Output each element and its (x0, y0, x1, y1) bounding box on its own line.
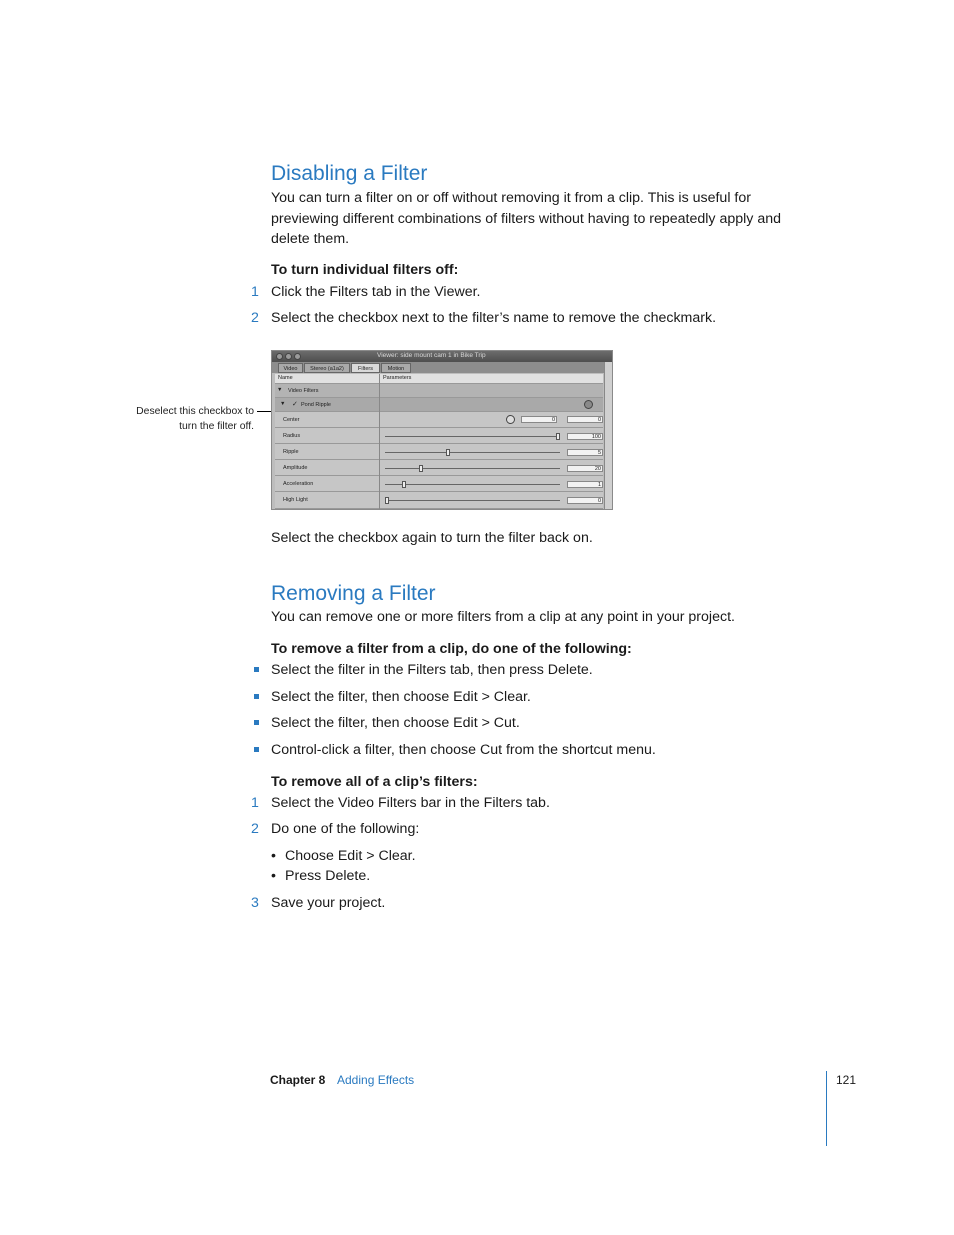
close-window-button[interactable] (276, 353, 283, 360)
bullet-text: Select the filter, then choose Edit > Cut. (271, 715, 520, 731)
radius-value-field[interactable]: 100 (567, 433, 603, 440)
param-label: Amplitude (283, 465, 308, 471)
amplitude-value-field[interactable]: 20 (567, 465, 603, 472)
disclosure-triangle-icon[interactable]: ▼ (280, 401, 286, 407)
intro-paragraph (271, 188, 811, 250)
section-heading-disabling: Disabling a Filter (271, 162, 428, 185)
acceleration-slider-thumb[interactable] (402, 481, 406, 488)
bullet-square-icon (254, 747, 259, 752)
footer-divider (826, 1071, 827, 1146)
tab-stereo[interactable]: Stereo (a1a2) (304, 363, 350, 373)
filter-name: Pond Ripple (301, 402, 331, 408)
highlight-slider-track[interactable] (385, 500, 560, 501)
center-x-field[interactable]: 0 (521, 416, 557, 423)
ripple-slider-thumb[interactable] (446, 449, 450, 456)
param-label: Acceleration (283, 481, 314, 487)
footer-chapter-title[interactable]: Adding Effects (337, 1073, 415, 1087)
bullet-square-icon (254, 694, 259, 699)
disclosure-triangle-icon[interactable]: ▼ (277, 387, 283, 393)
radius-slider-thumb[interactable] (556, 433, 560, 440)
step-text: Select the checkbox next to the filter’s name to remove the checkmark. (271, 310, 717, 326)
reset-icon[interactable] (584, 400, 593, 409)
callout-line-2: turn the filter off. (179, 421, 254, 432)
center-y-field[interactable]: 0 (567, 416, 603, 423)
step-number: 2 (251, 821, 259, 837)
param-row-center (275, 412, 603, 428)
removing-intro: You can remove one or more filters from a clip at any point in your project. (271, 609, 735, 625)
param-row-highlight (275, 492, 603, 509)
parameter-column-header (275, 374, 603, 384)
bullet-square-icon (254, 720, 259, 725)
step-number: 1 (251, 284, 259, 300)
param-row-ripple (275, 444, 603, 460)
ripple-value-field[interactable]: 5 (567, 449, 603, 456)
tab-motion[interactable]: Motion (381, 363, 411, 373)
param-row-radius (275, 428, 603, 444)
bullet-text: Control-click a filter, then choose Cut from the shortcut menu. (271, 742, 656, 758)
video-filters-label: Video Filters (288, 388, 319, 394)
param-label: Ripple (283, 449, 299, 455)
video-filters-bar[interactable] (275, 384, 603, 398)
viewer-scrollbar[interactable] (604, 362, 612, 509)
bullet-text: Select the filter, then choose Edit > Clear. (271, 689, 531, 705)
param-row-acceleration (275, 476, 603, 492)
step-text: Select the Video Filters bar in the Filters tab. (271, 795, 550, 811)
column-divider (379, 374, 380, 509)
viewer-window-title: Viewer: side mount cam 1 in Bike Trip (377, 352, 486, 359)
zoom-window-button[interactable] (294, 353, 301, 360)
task-lead-all-filters: To remove all of a clip’s filters: (271, 774, 478, 790)
radius-slider-track[interactable] (385, 436, 560, 437)
viewer-window-screenshot (271, 350, 613, 510)
section-heading-removing: Removing a Filter (271, 582, 436, 605)
intro-line: You can turn a filter on or off without removing it from a clip. This is useful for (271, 190, 751, 206)
step-text: Do one of the following: (271, 821, 420, 837)
intro-line: previewing different combinations of filters without having to repeatedly apply and (271, 210, 782, 227)
param-row-amplitude (275, 460, 603, 476)
filter-enable-checkbox[interactable]: ✓ (292, 401, 298, 408)
after-screenshot-text: Select the checkbox again to turn the filter back on. (271, 530, 593, 546)
sub-item-text: Choose Edit > Clear. (285, 848, 416, 864)
param-label: High Light (283, 497, 308, 503)
task-lead: To turn individual filters off: (271, 262, 459, 278)
crosshair-icon[interactable] (506, 415, 515, 424)
page-number: 121 (836, 1073, 857, 1087)
filter-row-pond-ripple[interactable] (275, 398, 603, 412)
step-text: Save your project. (271, 895, 386, 911)
sub-item-text: Press Delete. (285, 868, 371, 884)
acceleration-value-field[interactable]: 1 (567, 481, 603, 488)
step-text: Click the Filters tab in the Viewer. (271, 284, 481, 300)
footer-chapter: Chapter 8 (270, 1073, 326, 1087)
viewer-tab-bar (272, 362, 612, 373)
bullet-dot-icon: • (271, 868, 276, 884)
viewer-titlebar (272, 351, 612, 362)
bullet-text: Select the filter in the Filters tab, then press Delete. (271, 662, 593, 678)
tab-video[interactable]: Video (278, 363, 303, 373)
ripple-slider-track[interactable] (385, 452, 560, 453)
bullet-dot-icon: • (271, 848, 276, 864)
bullet-square-icon (254, 667, 259, 672)
param-label: Radius (283, 433, 301, 439)
task-lead-one-filter: To remove a filter from a clip, do one of the following: (271, 641, 632, 657)
step-number: 1 (251, 795, 259, 811)
callout-line-1: Deselect this checkbox to (136, 406, 254, 417)
amplitude-slider-thumb[interactable] (419, 465, 423, 472)
intro-line: delete them. (271, 231, 350, 247)
minimize-window-button[interactable] (285, 353, 292, 360)
tab-filters[interactable]: Filters (351, 363, 380, 373)
callout-text (110, 404, 254, 434)
step-number: 3 (251, 895, 259, 911)
param-label: Center (283, 417, 300, 423)
step-number: 2 (251, 310, 259, 326)
column-name-header: Name (278, 375, 293, 381)
acceleration-slider-track[interactable] (385, 484, 560, 485)
highlight-value-field[interactable]: 0 (567, 497, 603, 504)
amplitude-slider-track[interactable] (385, 468, 560, 469)
highlight-slider-thumb[interactable] (385, 497, 389, 504)
column-parameters-header: Parameters (383, 375, 412, 381)
